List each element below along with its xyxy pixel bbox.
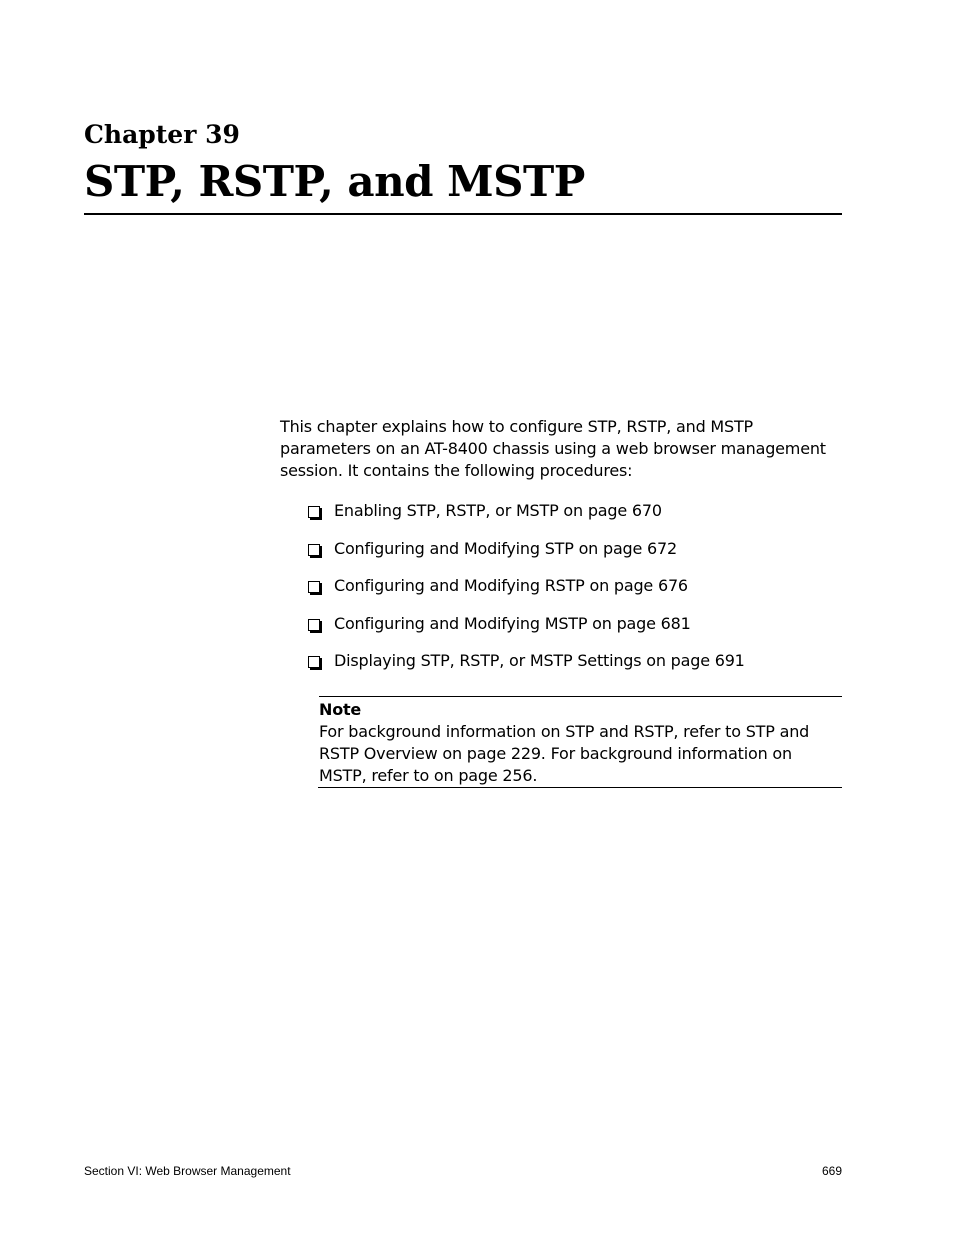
note-body: For background information on STP and RSTP, refer to STP and RSTP Overview on page 229. For background information on MSTP, refer to on page 256. <box>319 722 810 785</box>
procedure-link[interactable]: Configuring and Modifying MSTP on page 681 <box>334 613 691 633</box>
procedure-link[interactable]: Enabling STP, RSTP, or MSTP on page 670 <box>334 501 662 520</box>
checkbox-bullet-icon <box>308 581 320 593</box>
chapter-label: Chapter 39 <box>84 120 240 149</box>
checkbox-bullet-icon <box>308 506 320 518</box>
procedure-item[interactable] <box>308 650 745 688</box>
checkbox-bullet-icon <box>308 656 320 668</box>
procedure-link[interactable]: Displaying STP, RSTP, or MSTP Settings on page 691 <box>334 651 745 670</box>
note-heading: Note <box>319 700 362 719</box>
procedure-item[interactable] <box>308 500 745 538</box>
note-bottom-divider <box>318 787 842 788</box>
procedure-item[interactable] <box>308 538 745 576</box>
note-box <box>319 696 842 787</box>
procedure-link[interactable]: Configuring and Modifying STP on page 672 <box>334 538 677 558</box>
intro-paragraph: This chapter explains how to configure STP, RSTP, and MSTP parameters on an AT-8400 chassis using a web browser management session. It contains the following procedures: <box>280 417 826 480</box>
procedure-item[interactable] <box>308 613 745 651</box>
procedure-item[interactable] <box>308 575 745 613</box>
procedure-link[interactable]: Configuring and Modifying RSTP on page 676 <box>334 576 688 595</box>
footer-page-number: 669 <box>821 1164 842 1178</box>
checkbox-bullet-icon <box>308 544 320 556</box>
title-divider <box>84 213 842 215</box>
footer-section-title: Section VI: Web Browser Management <box>84 1164 291 1178</box>
procedure-list <box>308 500 745 688</box>
chapter-title: STP, RSTP, and MSTP <box>84 157 585 206</box>
checkbox-bullet-icon <box>308 619 320 631</box>
